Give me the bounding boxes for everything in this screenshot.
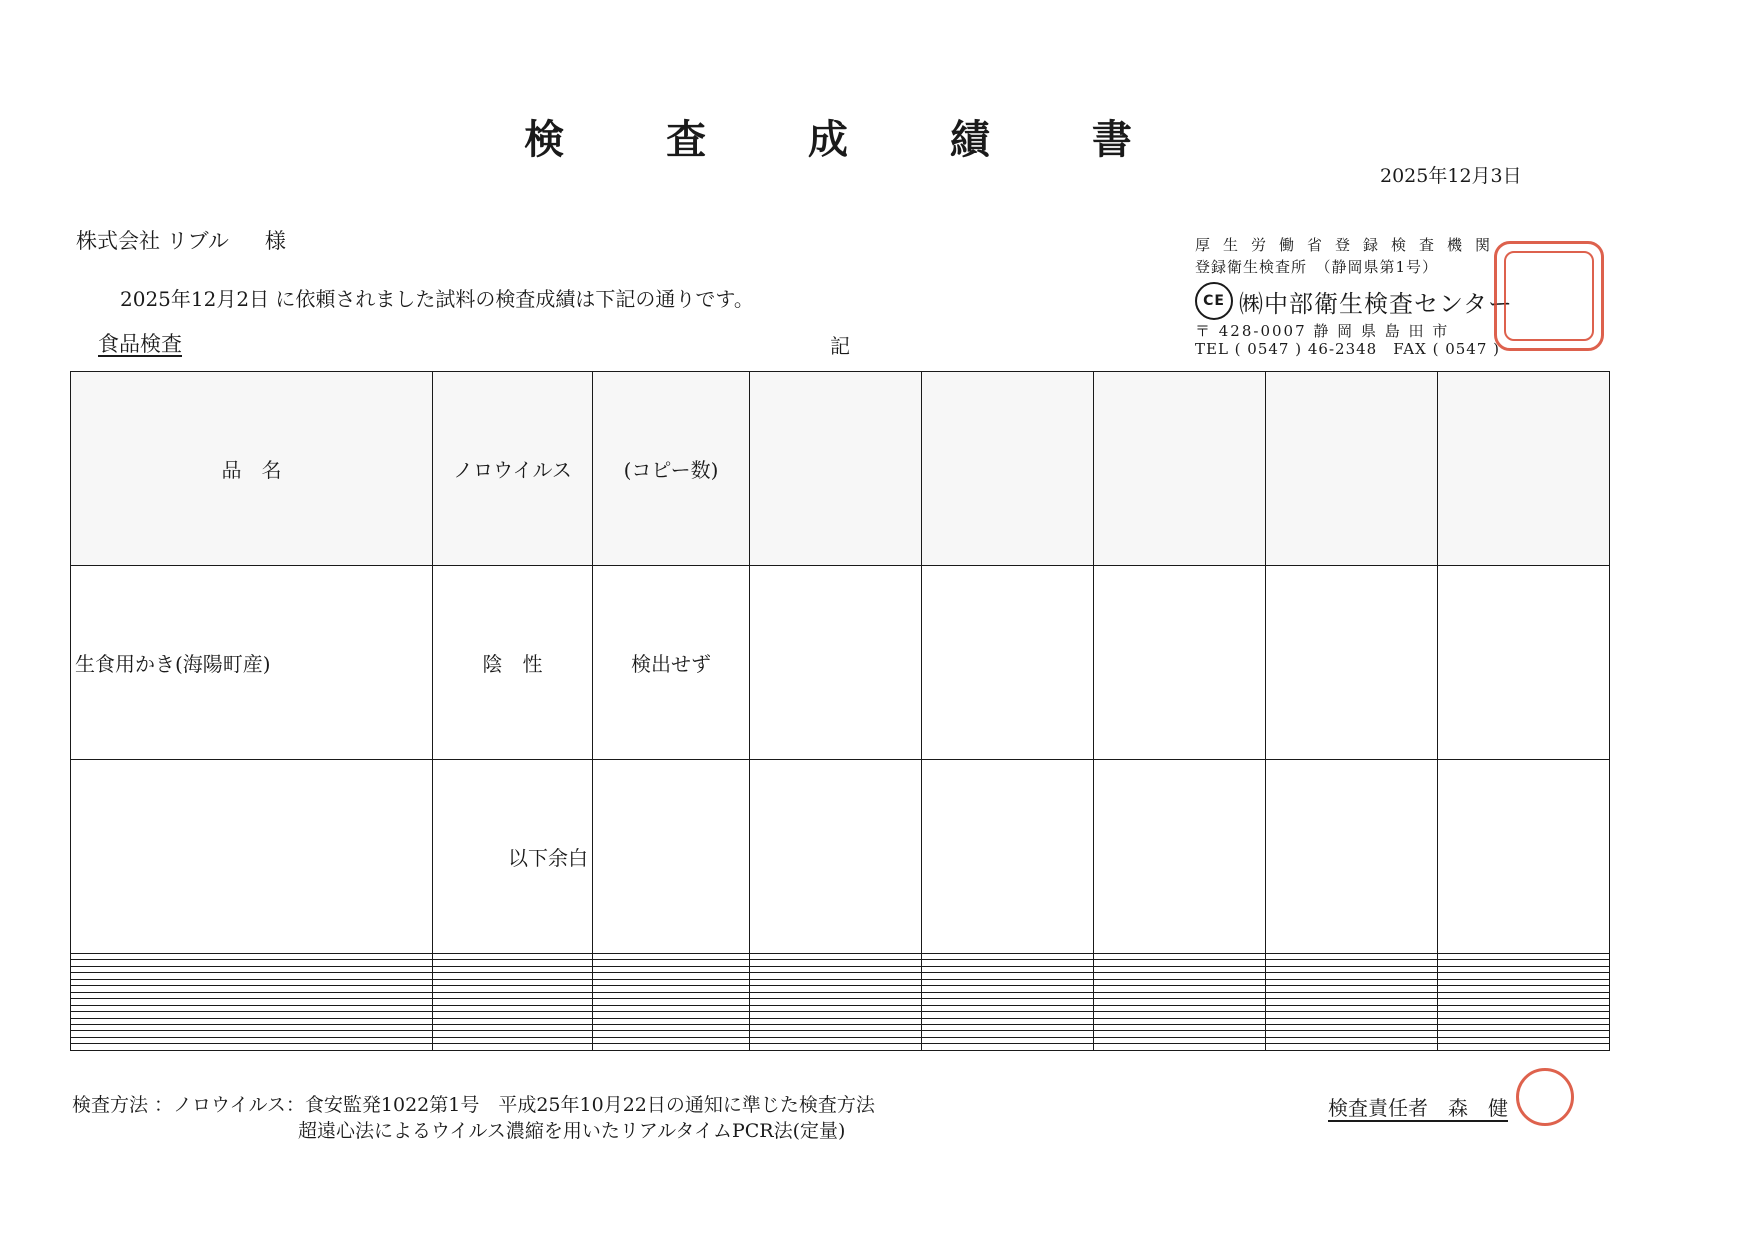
table-cell [922, 760, 1094, 954]
intro-text: 2025年12月2日 に依頼されました試料の検査成績は下記の通りです。 [120, 287, 754, 311]
table-header-cell: ノロウイルス [433, 372, 593, 566]
table-cell [71, 760, 433, 954]
method-line-2: 超遠心法によるウイルス濃縮を用いたリアルタイムPCR法(定量) [298, 1120, 846, 1142]
issue-date: 2025年12月3日 [1380, 165, 1522, 187]
method-line-1: 検査方法 ：ノロウイルス：食安監発1022第1号 平成25年10月22日の通知に準じた検査方法 [72, 1094, 875, 1116]
table-cell [1094, 566, 1266, 760]
table-row [71, 566, 1610, 760]
table-header-cell [1438, 372, 1610, 566]
inspector-seal-stamp [1516, 1068, 1574, 1126]
table-cell [1438, 566, 1610, 760]
recipient-name: 株式会社 リブル [76, 229, 229, 253]
table-cell [1094, 760, 1266, 954]
table-cell [1266, 566, 1438, 760]
table-row [71, 760, 1610, 954]
org-name-row [1195, 282, 1513, 320]
table-cell [1266, 1044, 1438, 1051]
table-cell [922, 1044, 1094, 1051]
table-header-cell [1094, 372, 1266, 566]
recipient [76, 225, 286, 255]
org-address: 〒 428-0007 静 岡 県 島 田 市 [1195, 322, 1450, 340]
org-lab-registration: 登録衛生検査所 （静岡県第1号） [1195, 258, 1439, 276]
table-cell: 検出せず [593, 566, 750, 760]
company-seal-stamp [1494, 241, 1604, 351]
table-header-cell [922, 372, 1094, 566]
category-label: 食品検査 [98, 332, 182, 356]
table-cell: 以下余白 [433, 760, 593, 954]
recipient-honorific: 様 [264, 229, 286, 253]
table-header-cell [1266, 372, 1438, 566]
table-cell [71, 1044, 433, 1051]
table-cell [1438, 1044, 1610, 1051]
org-contact: TEL ( 0547 ) 46-2348 FAX ( 0547 ) [1195, 340, 1500, 358]
table-cell [1094, 1044, 1266, 1051]
table-cell: 陰 性 [433, 566, 593, 760]
table-cell [922, 566, 1094, 760]
table-header-cell [750, 372, 922, 566]
table-cell: 生食用かき(海陽町産) [71, 566, 433, 760]
table-cell [1438, 760, 1610, 954]
table-row [71, 1044, 1610, 1051]
table-header-row [71, 372, 1610, 566]
ki-label: 記 [830, 334, 850, 358]
table-cell [593, 1044, 750, 1051]
table-cell [1266, 760, 1438, 954]
org-logo-icon: CE [1195, 282, 1233, 320]
org-name: ㈱中部衛生検査センター [1239, 289, 1514, 318]
table-header-cell: 品 名 [71, 372, 433, 566]
table-cell [750, 1044, 922, 1051]
table-cell [750, 760, 922, 954]
document-title: 検 査 成 績 書 [524, 116, 1176, 163]
table-cell [750, 566, 922, 760]
inspector-signature: 検査責任者 森 健 [1328, 1096, 1508, 1120]
org-registration: 厚生労働省登録検査機関 [1195, 236, 1504, 254]
results-table [70, 371, 1610, 1051]
table-cell [593, 760, 750, 954]
table-header-cell: (コピー数) [593, 372, 750, 566]
table-cell [433, 1044, 593, 1051]
